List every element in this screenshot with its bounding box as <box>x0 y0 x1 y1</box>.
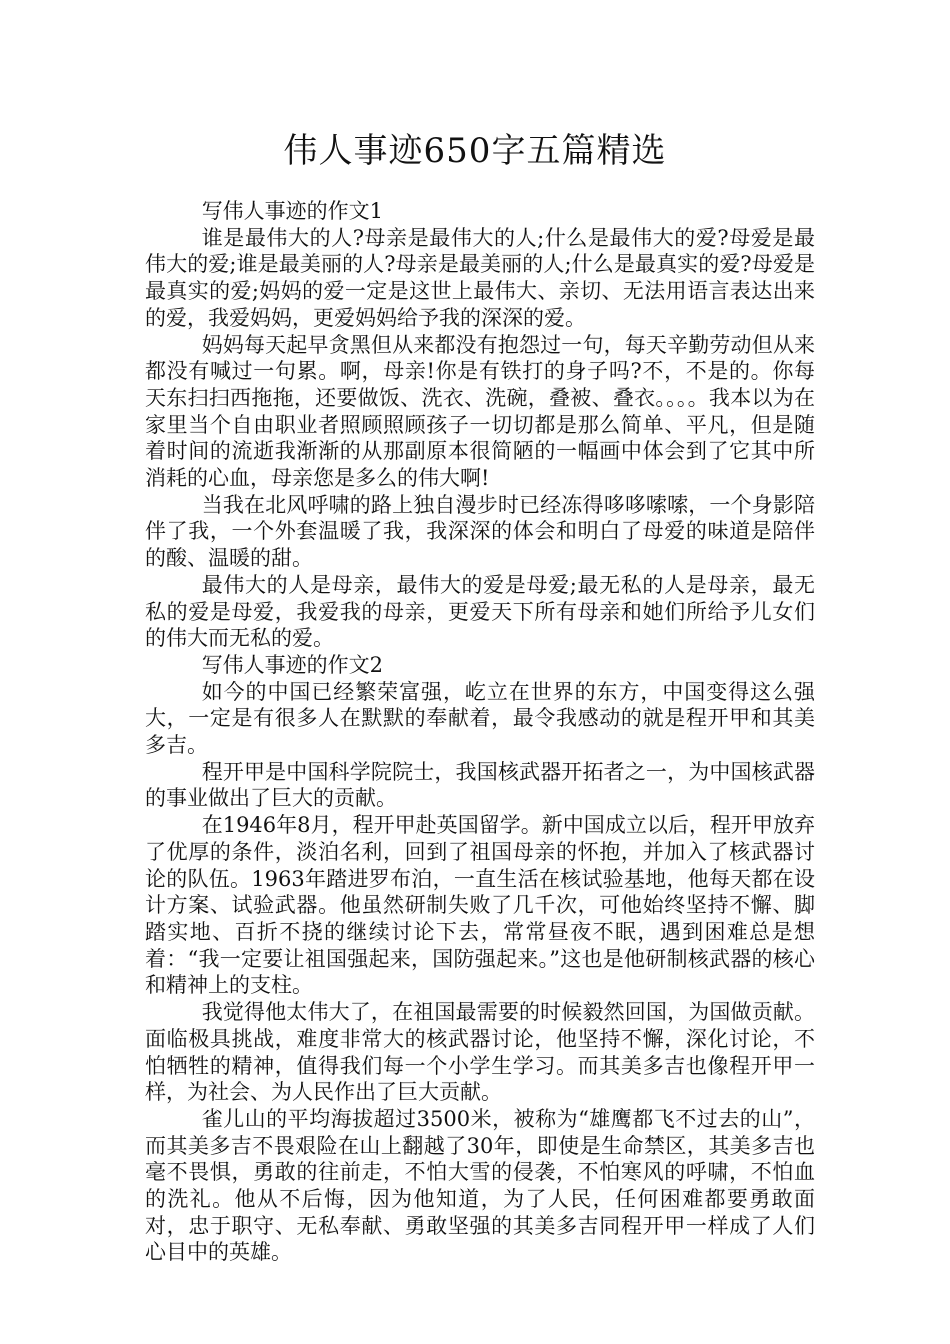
essay-heading-2: 写伟人事迹的作文2 <box>201 652 384 677</box>
paragraph: 最伟大的人是母亲，最伟大的爱是母爱;最无私的人是母亲，最无私的爱是母爱，我爱我的母亲，更爱天下所有母亲和她们所给予儿女们的伟大而无私的爱。 <box>145 572 815 651</box>
document-title: 伟人事迹650字五篇精选 <box>283 131 667 171</box>
paragraph: 我觉得他太伟大了，在祖国最需要的时候毅然回国，为国做贡献。面临极具挑战，难度非常大的核武器讨论，他坚持不懈，深化讨论，不怕牺牲的精神，值得我们每一个小学生学习。而其美多吉也像程开甲一样，为社会、为人民作出了巨大贡献。 <box>145 1000 815 1105</box>
paragraph: 程开甲是中国科学院院士，我国核武器开拓者之一，为中国核武器的事业做出了巨大的贡献。 <box>145 759 815 811</box>
paragraph: 妈妈每天起早贪黑但从来都没有抱怨过一句，每天辛勤劳动但从来都没有喊过一句累。啊，母亲!你是有铁打的身子吗?不，不是的。你每天东扫扫西拖拖，还要做饭、洗衣、洗碗，叠被、叠衣。。。。我本以为在家里当个自由职业者照顾照顾孩子一切切都是那么简单、平凡，但是随着时间的流逝我渐渐的从那副原本很简陋的一幅画中体会到了它其中所消耗的心血，母亲您是多么的伟大啊! <box>145 332 815 491</box>
paragraph: 谁是最伟大的人?母亲是最伟大的人;什么是最伟大的爱?母爱是最伟大的爱;谁是最美丽的人?母亲是最美丽的人;什么是最真实的爱?母爱是最真实的爱;妈妈的爱一定是这世上最伟大、亲切、无法用语言表达出来的爱，我爱妈妈，更爱妈妈给予我的深深的爱。 <box>145 225 815 330</box>
paragraph: 当我在北风呼啸的路上独自漫步时已经冻得哆哆嗦嗦，一个身影陪伴了我，一个外套温暖了我，我深深的体会和明白了母爱的味道是陪伴的酸、温暖的甜。 <box>145 492 815 571</box>
paragraph: 在1946年8月，程开甲赴英国留学。新中国成立以后，程开甲放弃了优厚的条件，淡泊名利，回到了祖国母亲的怀抱，并加入了核武器讨论的队伍。1963年踏进罗布泊，一直生活在核试验基地，他每天都在设计方案、试验武器。他虽然研制失败了几千次，可他始终坚持不懈、脚踏实地、百折不挠的继续讨论下去，常常昼夜不眠，遇到困难总是想着：“我一定要让祖国强起来，国防强起来。”这也是他研制核武器的核心和精神上的支柱。 <box>145 813 815 998</box>
document-body <box>145 198 815 1266</box>
paragraph: 如今的中国已经繁荣富强，屹立在世界的东方，中国变得这么强大，一定是有很多人在默默的奉献着，最令我感动的就是程开甲和其美多吉。 <box>145 679 815 758</box>
essay-heading-1: 写伟人事迹的作文1 <box>201 199 384 223</box>
paragraph: 雀儿山的平均海拔超过3500米，被称为“雄鹰都飞不过去的山”，而其美多吉不畏艰险在山上翻越了30年，即使是生命禁区，其美多吉也毫不畏惧，勇敢的往前走，不怕大雪的侵袭，不怕寒风的呼啸，不怕血的洗礼。他从不后悔，因为他知道，为了人民，任何困难都要勇敢面对，忠于职守、无私奉献、勇敢坚强的其美多吉同程开甲一样成了人们心目中的英雄。 <box>145 1106 815 1265</box>
